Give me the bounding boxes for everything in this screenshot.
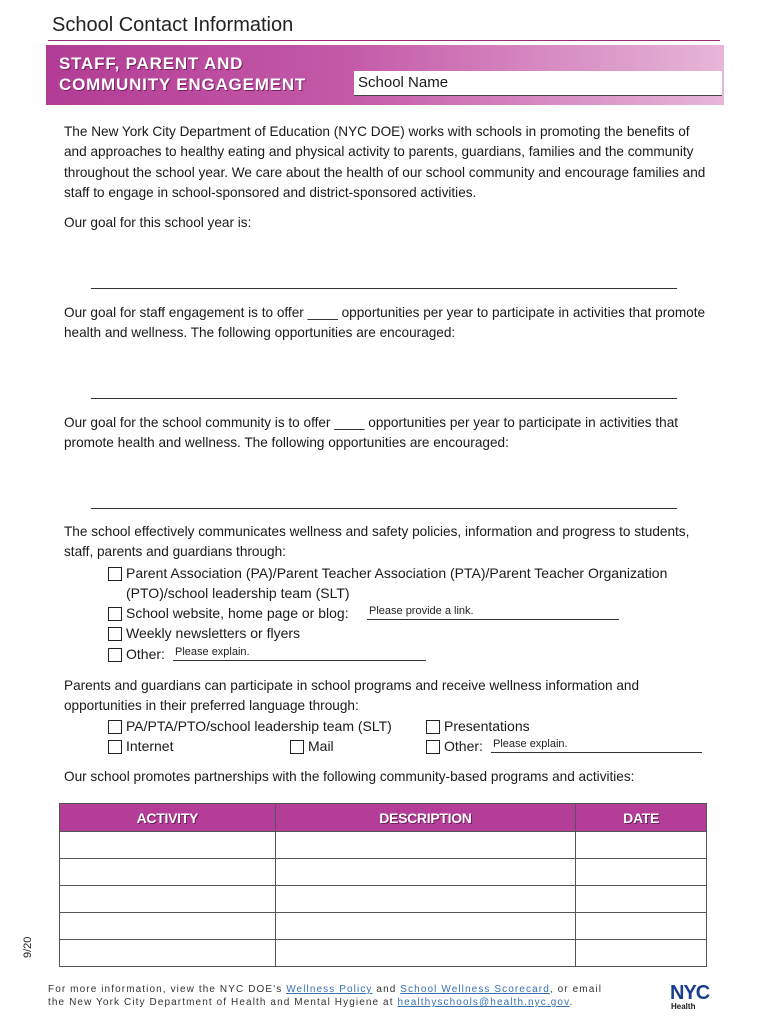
pa-checkbox[interactable] bbox=[108, 567, 122, 581]
slt-checkbox[interactable] bbox=[108, 720, 122, 734]
mail-checkbox[interactable] bbox=[290, 740, 304, 754]
partnerships-intro: Our school promotes partnerships with the following community-based programs and activities: bbox=[64, 769, 635, 784]
mail-label: Mail bbox=[308, 738, 334, 754]
goal-community-line[interactable] bbox=[91, 508, 677, 509]
table-row bbox=[60, 886, 707, 913]
pa-label-2: (PTO)/school leadership team (SLT) bbox=[126, 585, 350, 601]
logo-nyc-text: NYC bbox=[670, 982, 710, 1004]
activity-cell[interactable] bbox=[60, 859, 276, 886]
goal-staff-line[interactable] bbox=[91, 398, 677, 399]
form-version-code: 9/20 bbox=[22, 936, 34, 958]
pa-label-1: Parent Association (PA)/Parent Teacher Association (PTA)/Parent Teacher Organization bbox=[126, 565, 668, 581]
date-cell[interactable] bbox=[576, 832, 707, 859]
other-language-label: Other: bbox=[444, 738, 483, 754]
table-row bbox=[60, 940, 707, 967]
footer-mid: and bbox=[372, 984, 401, 995]
other-communication-label: Other: bbox=[126, 646, 165, 662]
checkbox-row-internet bbox=[108, 736, 173, 756]
banner-title-line2: COMMUNITY ENGAGEMENT bbox=[59, 75, 307, 94]
header-activity: ACTIVITY bbox=[60, 804, 276, 832]
table-row bbox=[60, 913, 707, 940]
footer-post: , or email bbox=[549, 984, 603, 995]
newsletter-label: Weekly newsletters or flyers bbox=[126, 625, 301, 641]
goal-staff-label: Our goal for staff engagement is to offer ____ opportunities per year to participate in activities that promote health and wellness. The following opportunities are encouraged: bbox=[64, 305, 706, 341]
date-cell[interactable] bbox=[576, 859, 707, 886]
checkbox-row-other-language bbox=[426, 736, 483, 756]
other-communication-input[interactable]: Please explain. bbox=[173, 645, 426, 661]
description-cell[interactable] bbox=[275, 940, 576, 967]
website-input[interactable]: Please provide a link. bbox=[367, 604, 619, 620]
activity-cell[interactable] bbox=[60, 940, 276, 967]
checkbox-row-newsletter bbox=[108, 623, 300, 643]
website-label: School website, home page or blog: bbox=[126, 605, 349, 621]
slt-label: PA/PTA/PTO/school leadership team (SLT) bbox=[126, 718, 392, 734]
footer-pre: For more information, view the NYC DOE's bbox=[48, 984, 287, 995]
checkbox-row-mail bbox=[290, 736, 334, 756]
activity-cell[interactable] bbox=[60, 886, 276, 913]
description-cell[interactable] bbox=[275, 859, 576, 886]
website-checkbox[interactable] bbox=[108, 607, 122, 621]
footer-text bbox=[48, 983, 602, 1009]
other-language-checkbox[interactable] bbox=[426, 740, 440, 754]
checkbox-row-website bbox=[108, 603, 349, 623]
footer-line2-post: . bbox=[569, 997, 574, 1008]
wellness-policy-link[interactable]: Wellness Policy bbox=[286, 984, 373, 995]
header-date: DATE bbox=[576, 804, 707, 832]
partnerships-table bbox=[59, 803, 707, 967]
activity-cell[interactable] bbox=[60, 913, 276, 940]
date-cell[interactable] bbox=[576, 940, 707, 967]
logo-health-text: Health bbox=[671, 1002, 696, 1011]
banner-title-line1: STAFF, PARENT AND bbox=[59, 54, 244, 73]
wellness-scorecard-link[interactable]: School Wellness Scorecard bbox=[400, 984, 550, 995]
checkbox-row-slt bbox=[108, 716, 392, 736]
table-row bbox=[60, 859, 707, 886]
checkbox-row-pa bbox=[108, 563, 667, 583]
date-cell[interactable] bbox=[576, 886, 707, 913]
language-intro: Parents and guardians can participate in school programs and receive wellness information and opportunities in their preferred language through: bbox=[64, 678, 640, 714]
checkbox-row-presentations bbox=[426, 716, 530, 736]
title-divider bbox=[48, 40, 720, 41]
email-link[interactable]: healthyschools@health.nyc.gov bbox=[397, 997, 570, 1008]
description-cell[interactable] bbox=[275, 913, 576, 940]
activity-cell[interactable] bbox=[60, 832, 276, 859]
goal-community-label: Our goal for the school community is to offer ____ opportunities per year to participate in activities that promote health and wellness. The following opportunities are encouraged: bbox=[64, 415, 679, 451]
table-row bbox=[60, 832, 707, 859]
internet-checkbox[interactable] bbox=[108, 740, 122, 754]
page-title: School Contact Information bbox=[52, 14, 294, 36]
goal-school-year-line[interactable] bbox=[91, 288, 677, 289]
table-header-row bbox=[60, 804, 707, 832]
presentations-checkbox[interactable] bbox=[426, 720, 440, 734]
section-banner bbox=[46, 45, 724, 105]
date-cell[interactable] bbox=[576, 913, 707, 940]
nyc-health-logo bbox=[669, 981, 725, 1011]
communication-intro: The school effectively communicates wellness and safety policies, information and progress to students, staff, parents and guardians through: bbox=[64, 524, 690, 560]
description-cell[interactable] bbox=[275, 832, 576, 859]
newsletter-checkbox[interactable] bbox=[108, 627, 122, 641]
checkbox-row-other-communication bbox=[108, 644, 165, 664]
internet-label: Internet bbox=[126, 738, 174, 754]
other-communication-checkbox[interactable] bbox=[108, 648, 122, 662]
footer-line2-pre: the New York City Department of Health and Mental Hygiene at bbox=[48, 997, 398, 1008]
header-description: DESCRIPTION bbox=[275, 804, 576, 832]
intro-paragraph: The New York City Department of Education (NYC DOE) works with schools in promoting the benefits of and approaches to healthy eating and physical activity to parents, guardians, families and the community throughout the school year. We care about the health of our school community and encourage families and staff to engage in school-sponsored and district-sponsored activities. bbox=[64, 124, 706, 201]
other-language-input[interactable]: Please explain. bbox=[491, 737, 702, 753]
description-cell[interactable] bbox=[275, 886, 576, 913]
presentations-label: Presentations bbox=[444, 718, 530, 734]
school-name-field[interactable]: School Name bbox=[354, 71, 722, 96]
goal-school-year-label: Our goal for this school year is: bbox=[64, 215, 252, 230]
